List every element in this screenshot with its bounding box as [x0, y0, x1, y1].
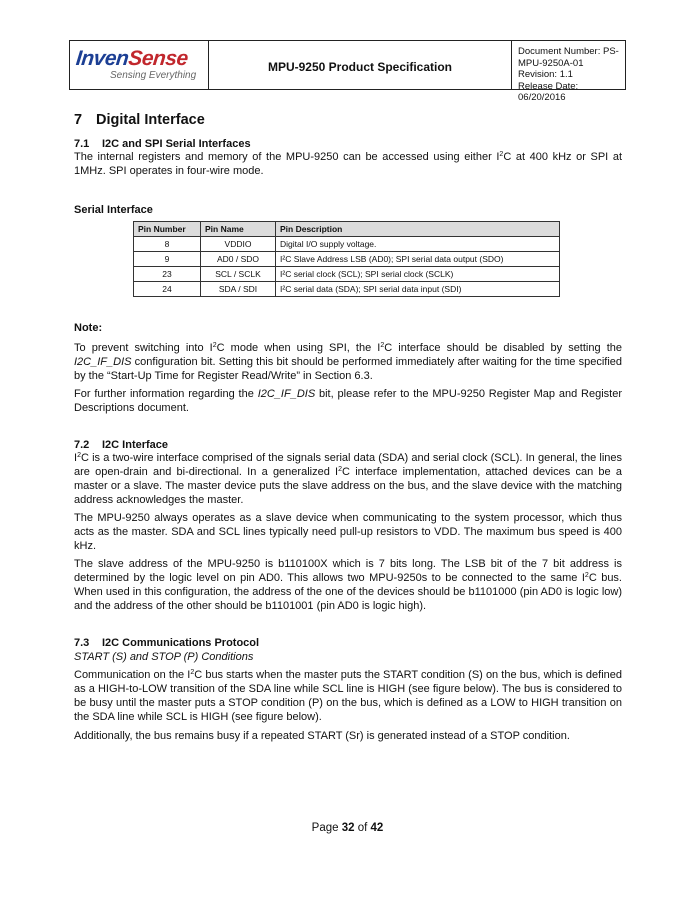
section-7-3-paragraph-1: Communication on the $I^2C$ bus starts when the master puts the START condition (S) on the bus, which is defined as a HIGH-to-LOW transition of the SDA line while SCL line is HIGH (see figure below). The bus is considered to be busy until the master puts a STOP condition (P) on the bus, which is defined as a LOW to HIGH transition on the SDA line while SCL is HIGH (see figure below). [74, 669, 622, 723]
serial-interface-table [133, 221, 560, 297]
table-row [134, 282, 560, 297]
logo-wordmark: InvenSense [74, 47, 189, 70]
serial-interface-caption: Serial Interface [74, 204, 153, 216]
section-7-2-paragraph-2: The MPU-9250 always operates as a slave device when communicating to the system processor, which thus acts as the master. SDA and SCL lines typically need pull-up resistors to VDD. The maximum bus speed is 400 kHz. [74, 512, 622, 552]
column-header-pin-description: Pin Description [276, 222, 560, 237]
current-page-number: 32 [341, 822, 355, 834]
pin-description-cell: I²C Slave Address LSB (AD0); SPI serial data output (SDO) [276, 252, 560, 267]
section-7-2-paragraph-3: The slave address of the MPU-9250 is b110100X which is 7 bits long. The LSB bit of the 7 bit address is determined by the logic level on pin AD0. This allows two MPU-9250s to be connected to the same $I^2C$ bus. When used in this configuration, the address of the one of the devices should be b1101000 (pin AD0 is logic low) and the address of the other should be b1101001 (pin AD0 is logic high). [74, 558, 622, 612]
pin-name-cell: VDDIO [201, 237, 276, 252]
total-page-count: 42 [370, 822, 384, 834]
page-header [69, 40, 626, 103]
section-7-1-heading: 7.1 I2C and SPI Serial Interfaces [74, 138, 251, 150]
table-row [134, 237, 560, 252]
note-paragraph-2: For further information regarding the I2C_IF_DIS bit, please refer to the MPU-9250 Register Map and Register Descriptions document. [74, 388, 622, 414]
section-7-2-paragraph-1: $I^2C$ is a two-wire interface comprised of the signals serial data (SDA) and serial clock (SCL). In general, the lines are open-drain and bi-directional. In a generalized $I^2C$ interface implementation, attached devices can be a master or a slave. The master device puts the slave address on the bus, and the slave device with the matching address acknowledges the master. [74, 452, 622, 506]
column-header-pin-number: Pin Number [134, 222, 201, 237]
pin-description-cell: Digital I/O supply voltage. [276, 237, 560, 252]
note-label: Note: [74, 322, 103, 334]
section-7-heading: 7 Digital Interface [74, 112, 205, 128]
logo-tagline: Sensing Everything [110, 70, 197, 81]
pin-number-cell: 8 [134, 237, 201, 252]
section-7-1-paragraph: The internal registers and memory of the MPU-9250 can be accessed using either $I^2C$ at 400 kHz or SPI at 1MHz. SPI operates in four-wire mode. [74, 151, 623, 177]
document-number: Document Number: PS-MPU-9250A-01 [518, 46, 619, 69]
document-revision: Revision: 1.1 [518, 69, 573, 80]
document-meta [512, 41, 625, 103]
pin-name-cell: SDA / SDI [201, 282, 276, 297]
table-header-row [134, 222, 560, 237]
pin-description-cell: I²C serial clock (SCL); SPI serial clock (SCLK) [276, 267, 560, 282]
document-title: MPU-9250 Product Specification [209, 41, 512, 89]
section-7-2-heading: 7.2 I2C Interface [74, 439, 169, 451]
pin-description-cell: I²C serial data (SDA); SPI serial data input (SDI) [276, 282, 560, 297]
table-row [134, 252, 560, 267]
document-release-date: Release Date: 06/20/2016 [518, 80, 579, 103]
page-footer: Page 32 of 42 [311, 822, 384, 834]
pin-name-cell: AD0 / SDO [201, 252, 276, 267]
pin-number-cell: 9 [134, 252, 201, 267]
pin-name-cell: SCL / SCLK [201, 267, 276, 282]
pin-number-cell: 23 [134, 267, 201, 282]
table-row [134, 267, 560, 282]
section-7-3-paragraph-2: Additionally, the bus remains busy if a repeated START (Sr) is generated instead of a STOP condition. [74, 730, 570, 742]
pin-number-cell: 24 [134, 282, 201, 297]
section-7-3-subheading: START (S) and STOP (P) Conditions [74, 651, 254, 663]
column-header-pin-name: Pin Name [201, 222, 276, 237]
company-logo [70, 41, 209, 89]
note-paragraph-1: To prevent switching into $I^2C$ mode when using SPI, the $I^2C$ interface should be disabled by setting the I2C_IF_DIS configuration bit. Setting this bit should be performed immediately after waiting for the time specified by the “Start-Up Time for Register Read/Write” in Section 6.3. [74, 342, 622, 382]
section-7-3-heading: 7.3 I2C Communications Protocol [74, 637, 260, 649]
